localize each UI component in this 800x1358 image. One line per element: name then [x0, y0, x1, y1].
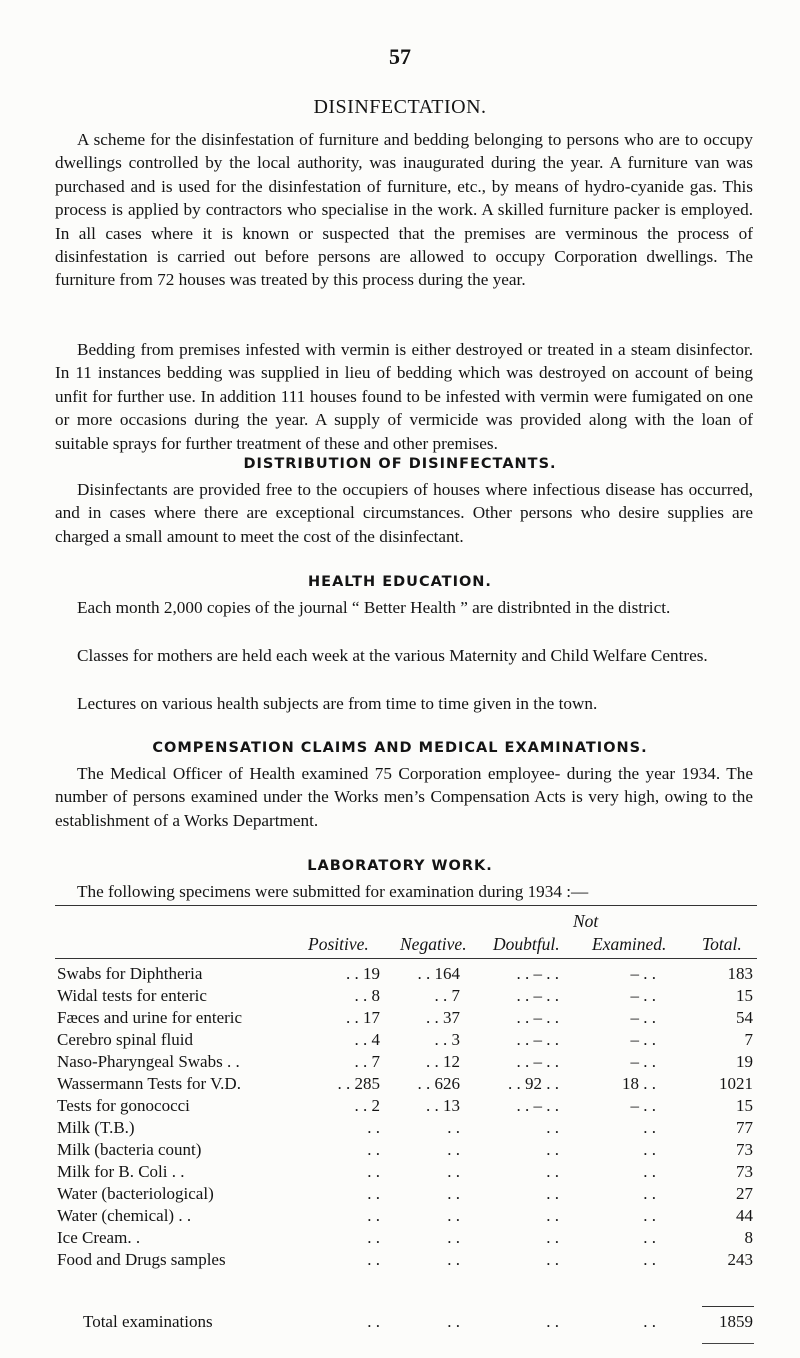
page-number: 57: [389, 44, 411, 69]
total-negative: . .: [447, 1312, 460, 1331]
cell-not-examined: – . .: [630, 1052, 656, 1071]
cell-doubtful: . .: [546, 1162, 559, 1181]
cell-total: 15: [736, 1096, 753, 1115]
table-row: [0, 1206, 800, 1228]
cell-total: 73: [736, 1140, 753, 1159]
cell-not-examined: . .: [643, 1140, 656, 1159]
row-label: Water (chemical) . .: [57, 1206, 192, 1225]
cell-positive: . . 285: [337, 1074, 380, 1093]
cell-doubtful: . .: [546, 1140, 559, 1159]
table-row: [0, 1030, 800, 1052]
heading-distribution: DISTRIBUTION OF DISINFECTANTS.: [243, 456, 557, 472]
total-positive: . .: [367, 1312, 380, 1331]
cell-not-examined: – . .: [630, 1096, 656, 1115]
cell-positive: . .: [367, 1250, 380, 1269]
row-label: Water (bacteriological): [57, 1184, 214, 1203]
cell-positive: . . 4: [354, 1030, 380, 1049]
paragraph-journal: Each month 2,000 copies of the journal “ Better Health ” are distribnted in the district.: [77, 598, 671, 617]
column-header-total: Total.: [702, 934, 742, 954]
row-label: Swabs for Diphtheria: [57, 964, 203, 983]
column-header-examined: Examined.: [592, 934, 667, 954]
table-row: [0, 1052, 800, 1074]
table-row: [0, 1096, 800, 1118]
total-top-rule: [702, 1306, 754, 1307]
table-row: [0, 1074, 800, 1096]
cell-not-examined: . .: [643, 1184, 656, 1203]
cell-positive: . .: [367, 1206, 380, 1225]
cell-positive: . .: [367, 1184, 380, 1203]
cell-doubtful: . . – . .: [516, 1096, 559, 1115]
cell-negative: . .: [447, 1206, 460, 1225]
cell-positive: . .: [367, 1228, 380, 1247]
cell-negative: . .: [447, 1228, 460, 1247]
column-header-not: Not: [573, 911, 599, 931]
cell-doubtful: . .: [546, 1250, 559, 1269]
cell-total: 44: [736, 1206, 753, 1225]
paragraph-lectures: Lectures on various health subjects are from time to time given in the town.: [77, 694, 598, 713]
cell-not-examined: – . .: [630, 1008, 656, 1027]
table-header-rule: [55, 958, 757, 959]
heading-laboratory: LABORATORY WORK.: [307, 858, 493, 874]
row-label: Ice Cream. .: [57, 1228, 141, 1247]
table-row: [0, 1184, 800, 1206]
cell-negative: . . 164: [417, 964, 460, 983]
cell-doubtful: . . – . .: [516, 1030, 559, 1049]
cell-negative: . . 3: [434, 1030, 460, 1049]
row-label: Widal tests for enteric: [57, 986, 207, 1005]
cell-positive: . . 19: [346, 964, 380, 983]
cell-total: 183: [727, 964, 753, 983]
row-label: Cerebro spinal fluid: [57, 1030, 193, 1049]
table-row: [0, 1118, 800, 1140]
paragraph-furniture-scheme: A scheme for the disinfestation of furniture and bedding belonging to persons who are to occupy dwellings controlled by the local authority, was inaugurated during the year. A furniture van was purchased and is used for the disinfestation of furniture, etc., by means of hydro-cyanide gas. This process is applied by contractors who specialise in the work. A skilled furniture packer is employed. In all cases where it is known or suspected that the premises are verminous the process of disinfestation is carried out before persons are allowed to occupy Corporation dwellings. The furniture from 72 houses was treated by this process during the year.: [55, 130, 753, 290]
cell-negative: . . 37: [426, 1008, 460, 1027]
cell-not-examined: – . .: [630, 964, 656, 983]
cell-total: 19: [736, 1052, 753, 1071]
cell-positive: . . 7: [354, 1052, 380, 1071]
cell-negative: . . 7: [434, 986, 460, 1005]
cell-positive: . .: [367, 1140, 380, 1159]
page-title: DISINFECTATION.: [313, 96, 487, 118]
table-row: [0, 964, 800, 986]
cell-total: 54: [736, 1008, 753, 1027]
paragraph-classes: Classes for mothers are held each week at the various Maternity and Child Welfare Centres.: [77, 646, 708, 665]
cell-not-examined: – . .: [630, 1030, 656, 1049]
row-label: Milk (T.B.): [57, 1118, 135, 1137]
column-header-positive: Positive.: [308, 934, 369, 954]
table-row: [0, 986, 800, 1008]
cell-not-examined: . .: [643, 1162, 656, 1181]
paragraph-medical-officer: The Medical Officer of Health examined 75 Corporation employee- during the year 1934. The number of persons examined under the Works men’s Compensation Acts is very high, owing to the establishment of a Works Department.: [55, 764, 753, 830]
cell-positive: . .: [367, 1162, 380, 1181]
heading-compensation: COMPENSATION CLAIMS AND MEDICAL EXAMINATIONS.: [152, 740, 648, 756]
cell-negative: . .: [447, 1250, 460, 1269]
cell-doubtful: . .: [546, 1228, 559, 1247]
cell-positive: . . 2: [354, 1096, 380, 1115]
row-label: Milk (bacteria count): [57, 1140, 202, 1159]
cell-negative: . .: [447, 1184, 460, 1203]
total-doubtful: . .: [546, 1312, 559, 1331]
cell-doubtful: . . – . .: [516, 986, 559, 1005]
total-label: Total examinations: [83, 1312, 213, 1331]
paragraph-bedding: Bedding from premises infested with vermin is either destroyed or treated in a steam disinfector. In 11 instances bedding was supplied in lieu of bedding which was destroyed on account of being unfit for further use. In addition 111 houses found to be infested with vermin were fumigated on one or more occasions during the year. A supply of vermicide was provided along with the loan of suitable sprays for further treatment of these and other premises.: [55, 340, 753, 453]
cell-doubtful: . . – . .: [516, 1008, 559, 1027]
cell-negative: . .: [447, 1118, 460, 1137]
cell-negative: . .: [447, 1140, 460, 1159]
cell-negative: . . 13: [426, 1096, 460, 1115]
row-label: Fæces and urine for enteric: [57, 1008, 243, 1027]
cell-total: 243: [727, 1250, 753, 1269]
total-underline: [702, 1343, 754, 1344]
cell-positive: . .: [367, 1118, 380, 1137]
cell-not-examined: . .: [643, 1118, 656, 1137]
total-row: [0, 1312, 800, 1334]
cell-negative: . . 12: [426, 1052, 460, 1071]
cell-doubtful: . . – . .: [516, 1052, 559, 1071]
column-header-negative: Negative.: [400, 934, 467, 954]
cell-total: 27: [736, 1184, 753, 1203]
heading-health-education: HEALTH EDUCATION.: [308, 574, 492, 590]
table-row: [0, 1140, 800, 1162]
cell-doubtful: . . – . .: [516, 964, 559, 983]
row-label: Tests for gonococci: [57, 1096, 190, 1115]
paragraph-disinfectants: Disinfectants are provided free to the occupiers of houses where infectious disease has occurred, and in cases where there are exceptional circumstances. Other persons who desire supplies are charged a small amount to meet the cost of the disinfectant.: [55, 480, 753, 546]
paragraph-specimens: The following specimens were submitted for examination during 1934 :—: [77, 882, 589, 901]
table-row: [0, 1228, 800, 1250]
cell-doubtful: . .: [546, 1118, 559, 1137]
cell-total: 73: [736, 1162, 753, 1181]
total-value: 1859: [719, 1312, 753, 1331]
cell-negative: . . 626: [417, 1074, 460, 1093]
cell-total: 7: [744, 1030, 753, 1049]
cell-not-examined: . .: [643, 1206, 656, 1225]
cell-positive: . . 8: [354, 986, 380, 1005]
table-row: [0, 1250, 800, 1272]
cell-doubtful: . .: [546, 1206, 559, 1225]
cell-total: 77: [736, 1118, 753, 1137]
table-top-rule: [55, 905, 757, 906]
cell-total: 8: [744, 1228, 753, 1247]
cell-positive: . . 17: [346, 1008, 380, 1027]
cell-total: 1021: [719, 1074, 753, 1093]
row-label: Naso-Pharyngeal Swabs . .: [57, 1052, 240, 1071]
row-label: Milk for B. Coli . .: [57, 1162, 185, 1181]
row-label: Wassermann Tests for V.D.: [57, 1074, 241, 1093]
row-label: Food and Drugs samples: [57, 1250, 226, 1269]
cell-not-examined: . .: [643, 1250, 656, 1269]
cell-not-examined: . .: [643, 1228, 656, 1247]
cell-doubtful: . . 92 . .: [508, 1074, 559, 1093]
cell-total: 15: [736, 986, 753, 1005]
total-not-examined: . .: [643, 1312, 656, 1331]
cell-not-examined: 18 . .: [622, 1074, 656, 1093]
cell-negative: . .: [447, 1162, 460, 1181]
cell-not-examined: – . .: [630, 986, 656, 1005]
column-header-doubtful: Doubtful.: [493, 934, 560, 954]
table-row: [0, 1008, 800, 1030]
cell-doubtful: . .: [546, 1184, 559, 1203]
table-row: [0, 1162, 800, 1184]
